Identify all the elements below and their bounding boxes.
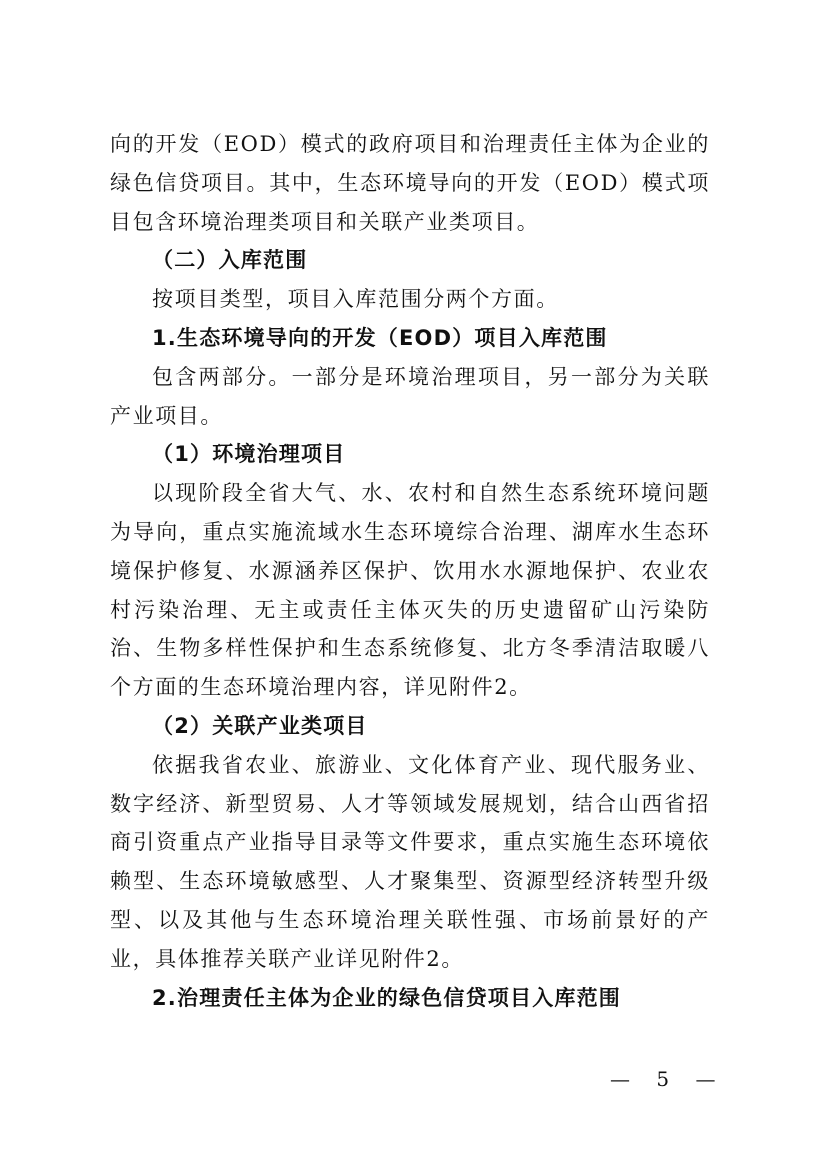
- paragraph-related-industry: 依据我省农业、旅游业、文化体育产业、现代服务业、数字经济、新型贸易、人才等领域发展规划，结合山西省招商引资重点产业指导目录等文件要求，重点实施生态环境依赖型、生态环境敏感型、人才聚集型、资源型经济转型升级型、以及其他与生态环境治理关联性强、市场前景好的产业，具体推荐关联产业详见附件2。: [110, 752, 710, 971]
- paragraph-environmental: 以现阶段全省大气、水、农村和自然生态系统环境问题为导向，重点实施流域水生态环境综合治理、湖库水生态环境保护修复、水源涵养区保护、饮用水水源地保护、农业农村污染治理、无主或责任主体灭失的历史遗留矿山污染防治、生物多样性保护和生态系统修复、北方冬季清洁取暖八个方面的生态环境治理内容，详见附件2。: [110, 481, 710, 700]
- paragraph-eod-parts: 包含两部分。一部分是环境治理项目，另一部分为关联产业项目。: [110, 364, 710, 428]
- section-heading-scope: （二）入库范围: [152, 248, 308, 273]
- paragraph-scope-intro: 按项目类型，项目入库范围分两个方面。: [152, 287, 559, 312]
- item-heading-environmental: （1）环境治理项目: [152, 442, 346, 467]
- paragraph-continued: 向的开发（EOD）模式的政府项目和治理责任主体为企业的绿色信贷项目。其中，生态环境导向的开发（EOD）模式项目包含环境治理类项目和关联产业类项目。: [110, 132, 710, 234]
- body-text: [110, 125, 710, 1017]
- subsection-heading-green-credit: 2.治理责任主体为企业的绿色信贷项目入库范围: [152, 985, 621, 1010]
- page-number: — 5 —: [610, 1067, 726, 1091]
- subsection-heading-eod: 1.生态环境导向的开发（EOD）项目入库范围: [152, 325, 608, 350]
- item-heading-related-industry: （2）关联产业类项目: [152, 713, 368, 738]
